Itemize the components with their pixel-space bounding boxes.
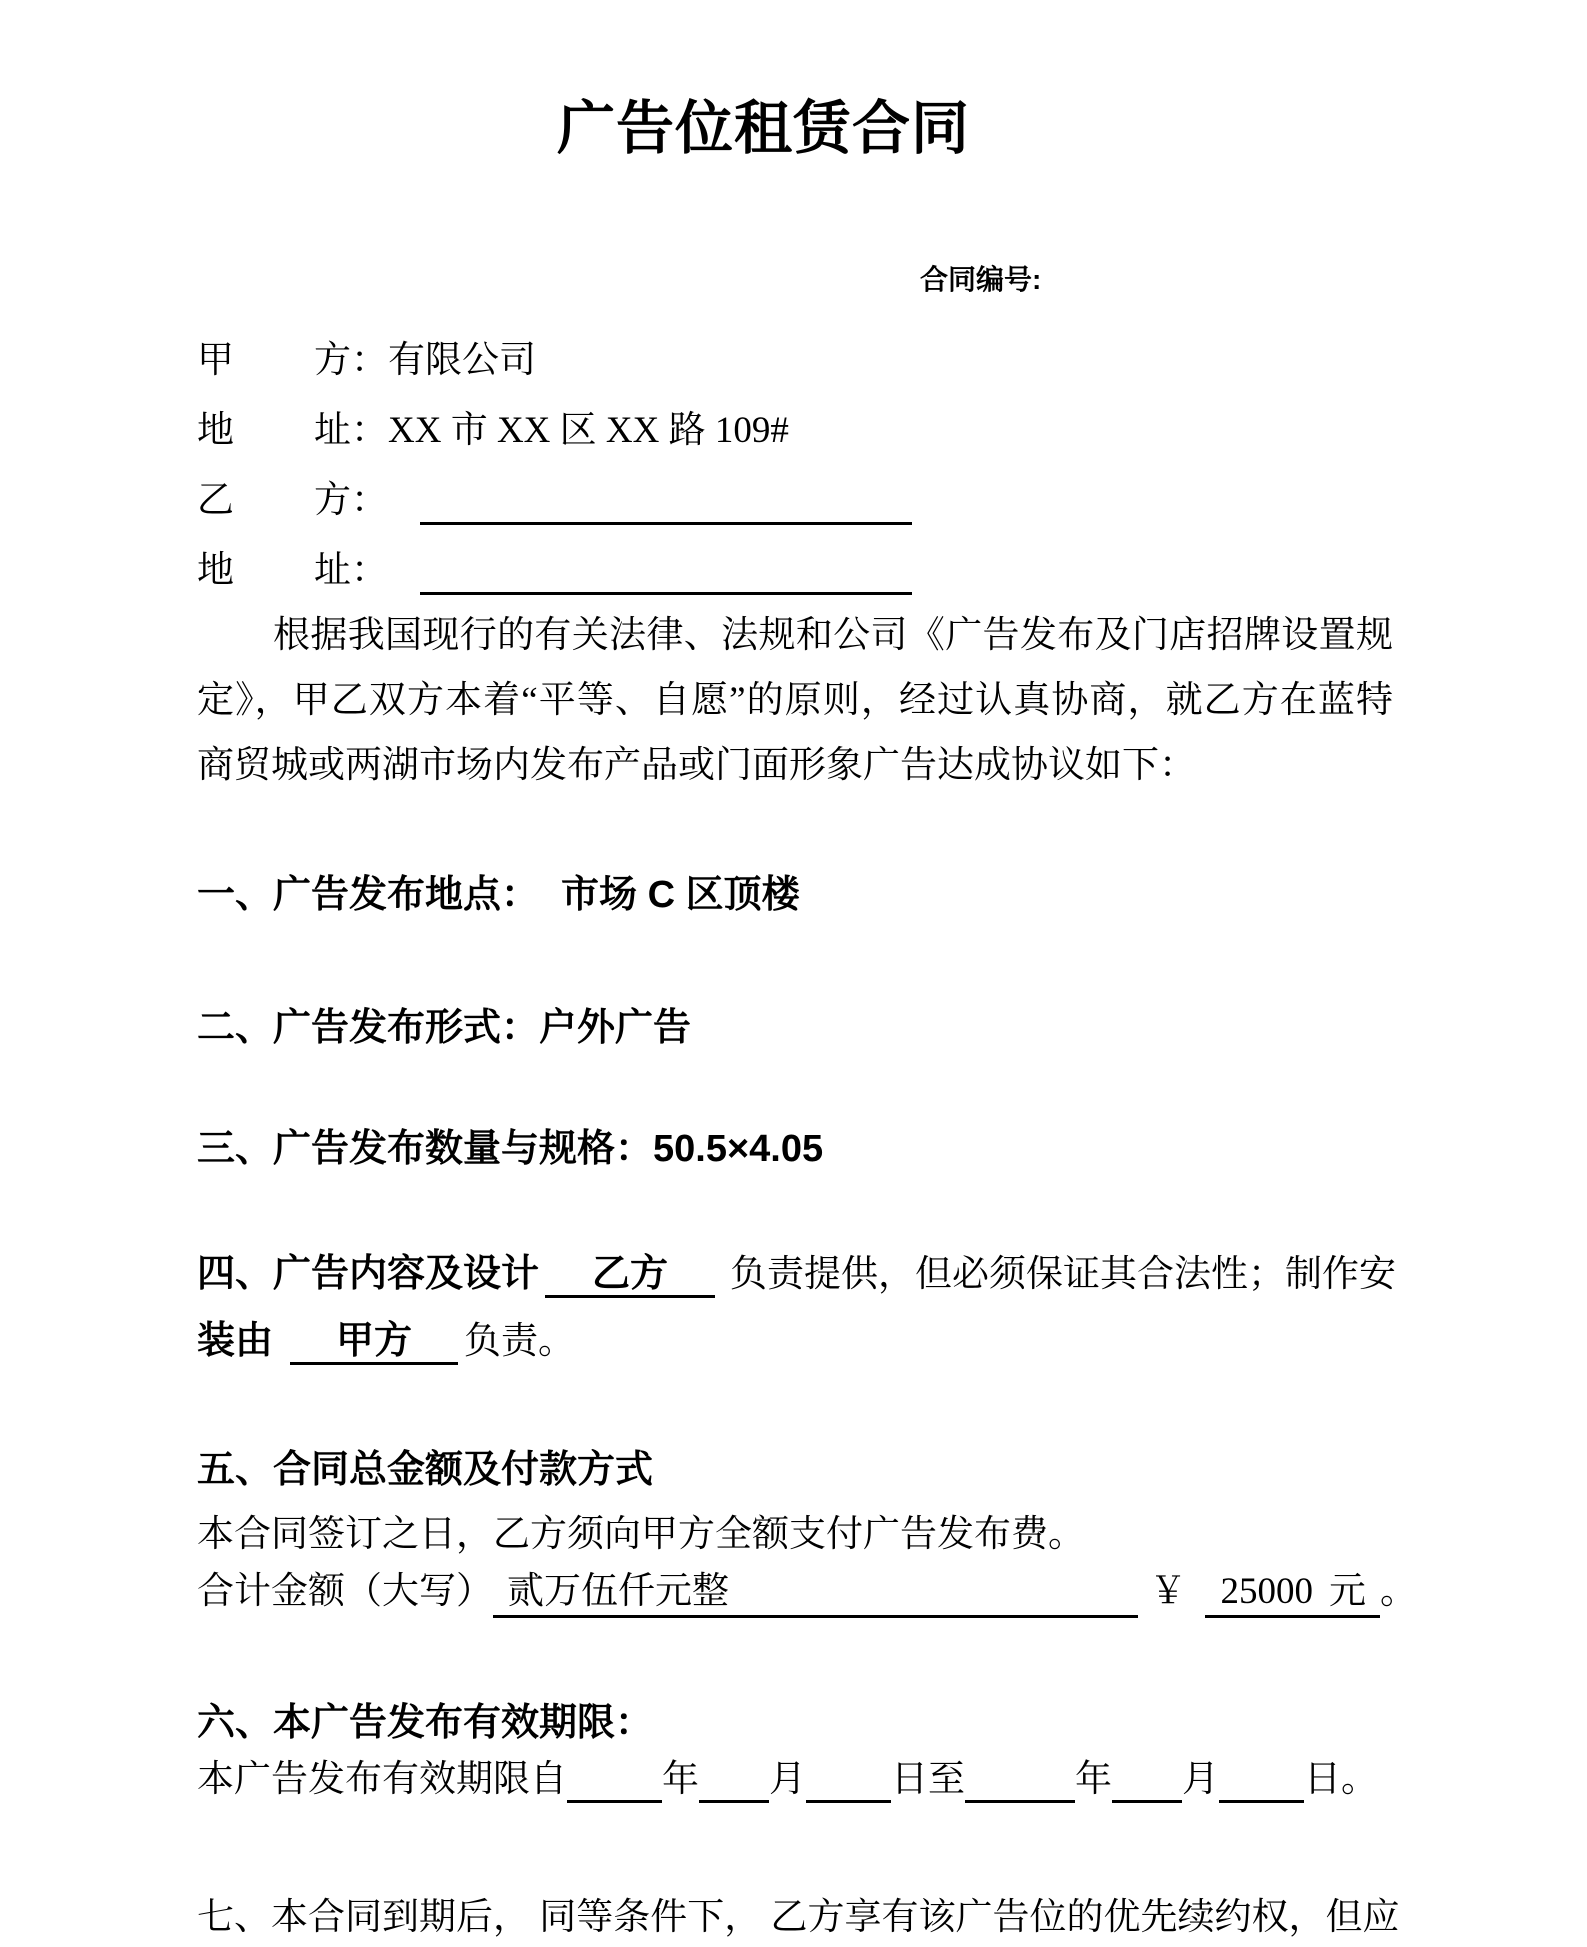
address-b-label-rest: 址： (314, 550, 388, 591)
party-a-row (197, 338, 536, 386)
currency-symbol: ￥ (1149, 1571, 1187, 1612)
address-b-label-char: 地 (197, 550, 234, 591)
section-6-heading: 六、本广告发布有效期限： (197, 1702, 654, 1744)
section-7-text: 七、本合同到期后， 同等条件下， 乙方享有该广告位的优先续约权，但应 (197, 1897, 1400, 1938)
end-month-label: 月 (1182, 1759, 1219, 1800)
amount-words-blank: 贰万伍仟元整 (493, 1570, 1138, 1618)
party-b-label-rest: 方： (314, 480, 388, 521)
amount-digits: 25000 (1220, 1571, 1313, 1612)
amount-unit: 元 (1329, 1571, 1366, 1612)
section-5-line-1: 本合同签订之日，乙方须向甲方全额支付广告发布费。 (197, 1514, 1085, 1555)
party-b-address-blank (420, 548, 912, 595)
section-3-heading: 三、广告发布数量与规格： (197, 1128, 654, 1170)
start-day-blank (806, 1758, 891, 1803)
section-2-row (197, 1005, 691, 1051)
party-b-name-blank (420, 478, 912, 525)
section-3-value: 50.5×4.05 (653, 1128, 824, 1170)
party-a-address-row (197, 408, 789, 456)
document-title: 广告位租赁合同 (556, 96, 970, 161)
section-2-heading: 二、广告发布形式： (197, 1007, 540, 1049)
section-4-line-1 (197, 1251, 1396, 1318)
end-day-label: 日。 (1304, 1759, 1378, 1800)
section-1-value: 市场 C 区顶楼 (561, 874, 800, 916)
party-a-label-char: 甲 (197, 340, 234, 381)
section-4-text-3: 负责。 (464, 1321, 576, 1362)
section-4-block (197, 1251, 1396, 1385)
section-1-heading: 一、广告发布地点： (197, 874, 540, 916)
end-year-blank (965, 1758, 1075, 1803)
party-b-row (197, 478, 912, 526)
section-1-row (197, 872, 800, 918)
end-year-label: 年 (1075, 1759, 1112, 1800)
day-to-label: 日至 (891, 1759, 965, 1800)
amount-digits-blank (1205, 1570, 1381, 1618)
amount-label: 合计金额（大写） (197, 1571, 493, 1612)
start-year-blank (567, 1758, 662, 1803)
validity-prefix: 本广告发布有效期限自 (197, 1759, 567, 1800)
end-day-blank (1219, 1758, 1304, 1803)
preamble-paragraph: 根据我国现行的有关法律、法规和公司《广告发布及门店招牌设置规定》，甲乙双方本着“平等、自愿”的原则，经过认真协商，就乙方在蓝特商贸城或两湖市场内发布产品或门面形象广告达成协议如下： (197, 615, 1393, 786)
contract-number-label: 合同编号: (920, 264, 1042, 295)
party-a-label-rest: 方： (314, 340, 388, 381)
section-3-row (197, 1126, 823, 1172)
design-responsibility-blank: 乙方 (545, 1251, 715, 1298)
section-4-heading: 四、广告内容及设计 (197, 1253, 540, 1295)
production-responsibility-blank: 甲方 (290, 1318, 458, 1365)
amount-row (197, 1570, 1417, 1618)
party-b-label-char: 乙 (197, 480, 234, 521)
start-month-label: 月 (769, 1759, 806, 1800)
section-4-text-2: 装由 (197, 1320, 274, 1362)
validity-period-row (197, 1758, 1378, 1804)
start-month-blank (699, 1758, 769, 1803)
party-b-address-row (197, 548, 912, 596)
end-month-blank (1112, 1758, 1182, 1803)
section-2-value: 户外广告 (539, 1007, 692, 1049)
start-year-label: 年 (662, 1759, 699, 1800)
address-a-label-rest: 址： (314, 410, 388, 451)
amount-period: 。 (1380, 1571, 1417, 1612)
address-a-value: XX 市 XX 区 XX 路 109# (388, 410, 789, 451)
section-4-line-2 (197, 1318, 1396, 1385)
party-a-value: 有限公司 (388, 340, 536, 381)
section-5-heading: 五、合同总金额及付款方式 (197, 1449, 654, 1491)
section-4-text-1: 负责提供，但必须保证其合法性；制作安 (730, 1254, 1397, 1295)
address-a-label-char: 地 (197, 410, 234, 451)
